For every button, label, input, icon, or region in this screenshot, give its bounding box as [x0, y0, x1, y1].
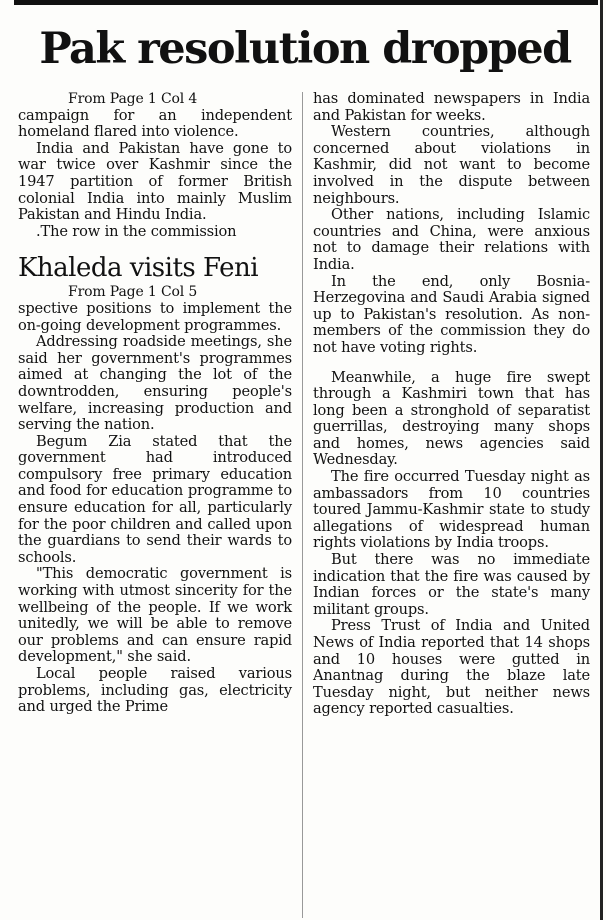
article-paragraph: In the end, only Bosnia-Herzegovina and Saudi Arabia signed up to Pakistan's resolution. As non-members of the commission they do not have voting rights. — [313, 272, 590, 356]
section-gap — [313, 357, 590, 370]
article-paragraph: Other nations, including Islamic countries and China, were anxious not to damage their relations with India. — [313, 206, 590, 273]
jump-line-second: From Page 1 Col 5 — [68, 284, 198, 301]
second-article-paragraph: spective positions to implement the on-going development programmes. — [18, 299, 292, 334]
second-article-paragraph: Addressing roadside meetings, she said her government's programmes aimed at changing the lot of the downtrodden, ensuring people's welfare, increasing production and serving the nation. — [18, 333, 292, 434]
article-paragraph: .The row in the commission — [36, 222, 237, 240]
article-paragraph: The fire occurred Tuesday night as ambassadors from 10 countries toured Jammu-Kashmir state to study allegations of widespread human rights violations by India troops. — [313, 468, 590, 552]
column-divider — [302, 92, 303, 918]
jump-line: From Page 1 Col 4 — [68, 91, 198, 107]
article-paragraph: Western countries, although concerned about violations in Kashmir, did not want to become involved in the dispute between neighbours. — [313, 123, 590, 207]
headline: Pak resolution dropped — [39, 24, 571, 74]
subheadline: Khaleda visits Feni — [18, 253, 259, 284]
right-column — [313, 91, 590, 718]
article-paragraph: But there was no immediate indication that the fire was caused by Indian forces or the state's many militant groups. — [313, 551, 590, 618]
second-article-paragraph: Local people raised various problems, including gas, electricity and urged the Prime — [18, 665, 292, 716]
article-paragraph: has dominated newspapers in India and Pakistan for weeks. — [313, 90, 590, 124]
article-paragraph: campaign for an independent homeland flared into violence. — [18, 106, 292, 141]
top-rule — [14, 0, 598, 5]
second-article-paragraph: Begum Zia stated that the government had introduced compulsory free primary education and food for education programme to ensure education for all, particularly for the poor children and called upon the guardians to send their wards to schools. — [18, 432, 292, 566]
second-article-paragraph: "This democratic government is working with utmost sincerity for the wellbeing of the people. If we work unitedly, we will be able to remove our problems and can ensure rapid development," she said. — [18, 565, 292, 666]
article-paragraph: Press Trust of India and United News of India reported that 14 shops and 10 houses were gutted in Anantnag during the blaze late Tuesday night, but neither news agency reported casualties. — [313, 617, 590, 718]
article-paragraph: Meanwhile, a huge fire swept through a Kashmiri town that has long been a stronghold of separatist guerrillas, destroying many shops and homes, news agencies said Wednesday. — [313, 368, 590, 469]
clipping-edge — [600, 0, 603, 920]
article-paragraph: India and Pakistan have gone to war twice over Kashmir since the 1947 partition of former British colonial India into mainly Muslim Pakistan and Hindu India. — [18, 139, 292, 224]
left-column — [18, 91, 292, 716]
